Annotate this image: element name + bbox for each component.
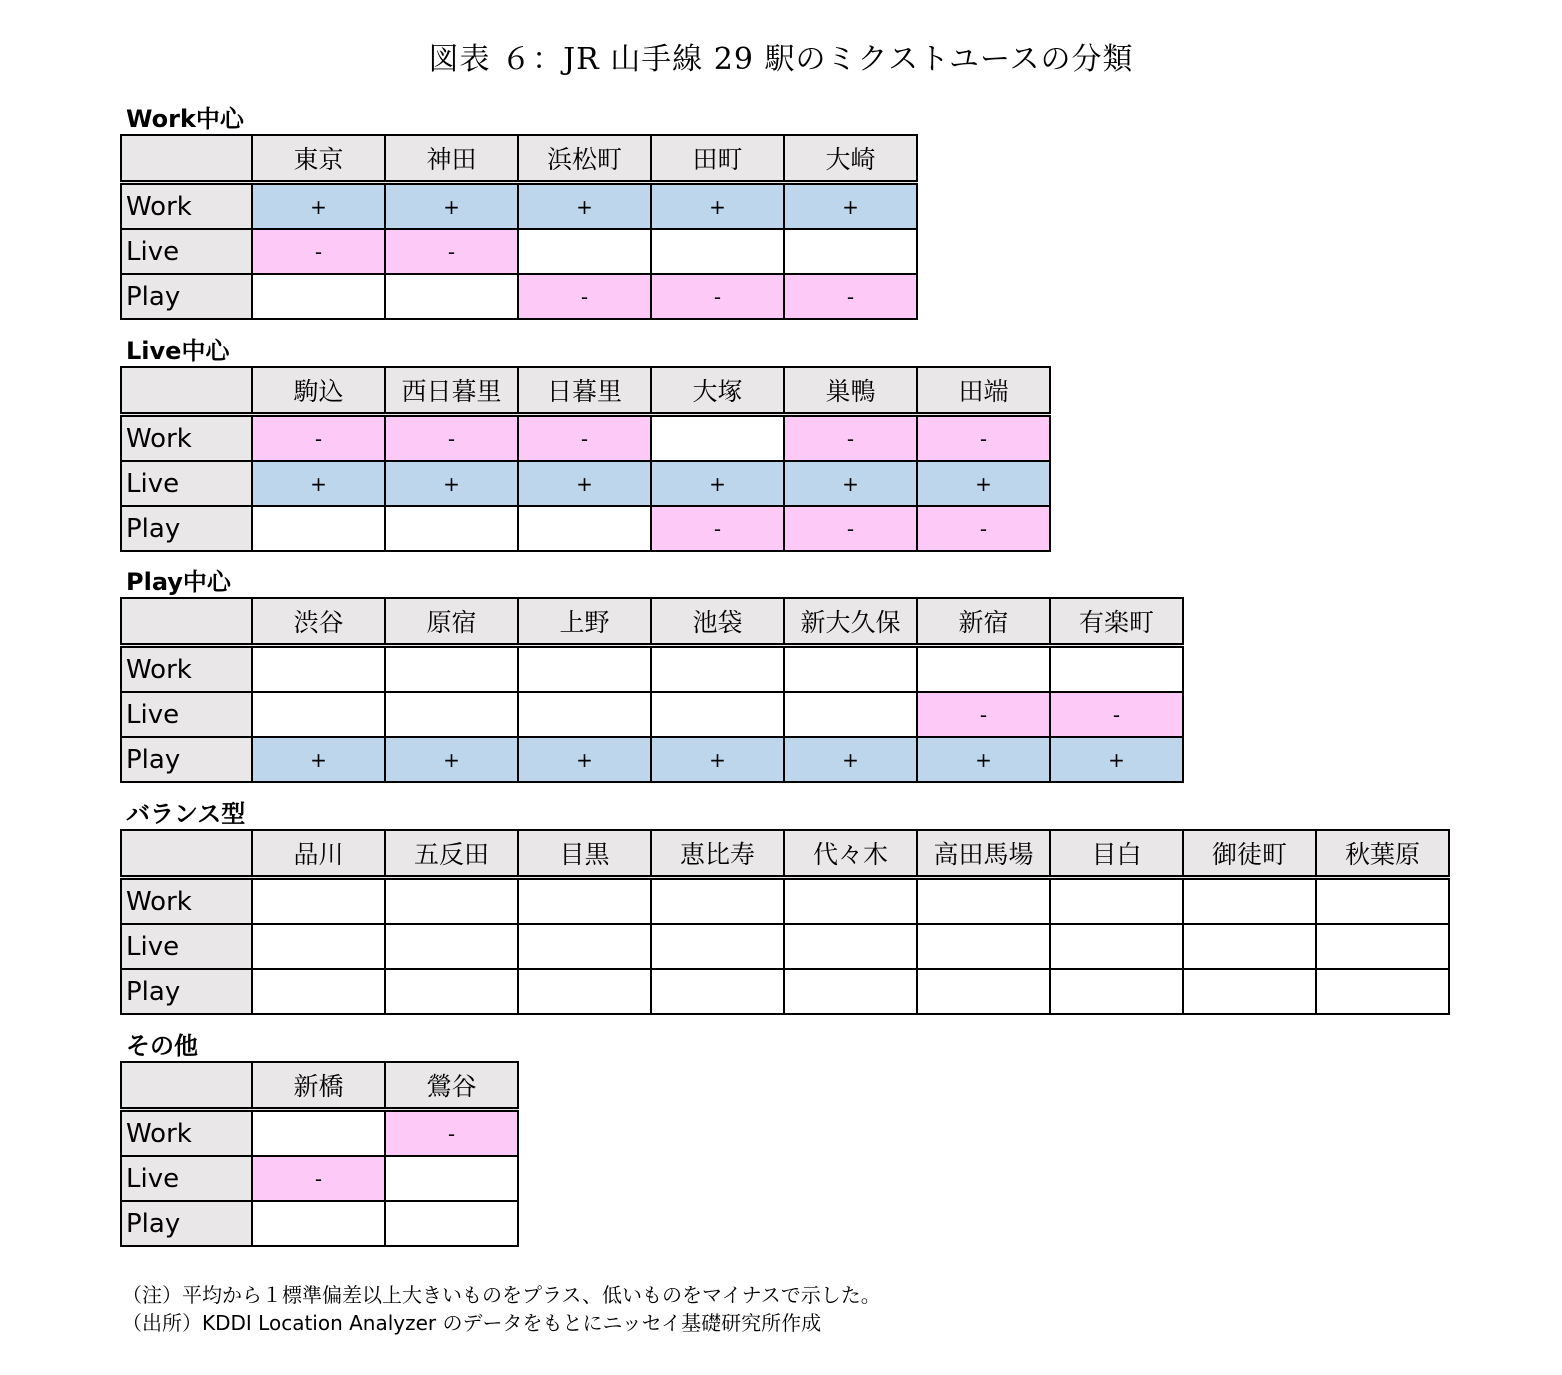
section-3 [120, 799, 1450, 1015]
station-header: 田町 [651, 135, 784, 183]
plus-cell: + [917, 737, 1050, 782]
empty-cell [917, 878, 1050, 925]
minus-cell: - [917, 415, 1050, 462]
note-text: （注）平均から１標準偏差以上大きいものをプラス、低いものをマイナスで示した。 [122, 1283, 881, 1307]
empty-cell [784, 878, 917, 925]
empty-cell [252, 692, 385, 737]
section-1 [120, 336, 1051, 552]
empty-cell [252, 506, 385, 551]
minus-cell: - [385, 229, 518, 274]
plus-cell: + [784, 461, 917, 506]
row-label: Play [121, 274, 252, 319]
station-header: 大塚 [651, 367, 784, 415]
row-label: Play [121, 737, 252, 782]
station-header: 西日暮里 [385, 367, 518, 415]
empty-cell [651, 878, 784, 925]
empty-cell [651, 692, 784, 737]
station-header: 秋葉原 [1316, 830, 1449, 878]
station-header: 駒込 [252, 367, 385, 415]
header-row [121, 135, 917, 183]
section-label: Live中心 [126, 337, 230, 365]
empty-cell [1316, 878, 1449, 925]
table-row [121, 506, 1050, 551]
plus-cell: + [784, 737, 917, 782]
empty-cell [784, 692, 917, 737]
section-0 [120, 104, 918, 320]
plus-cell: + [651, 737, 784, 782]
station-header: 恵比寿 [651, 830, 784, 878]
empty-cell [385, 646, 518, 693]
station-header: 新大久保 [784, 598, 917, 646]
corner-cell [121, 830, 252, 878]
station-header: 渋谷 [252, 598, 385, 646]
section-label: Play中心 [126, 568, 231, 596]
station-header: 五反田 [385, 830, 518, 878]
table-row [121, 737, 1183, 782]
plus-cell: + [651, 461, 784, 506]
station-header: 上野 [518, 598, 651, 646]
station-header: 巣鴨 [784, 367, 917, 415]
minus-cell: - [784, 274, 917, 319]
empty-cell [651, 415, 784, 462]
empty-cell [1050, 646, 1183, 693]
table-row [121, 461, 1050, 506]
plus-cell: + [518, 737, 651, 782]
empty-cell [784, 229, 917, 274]
table-row [121, 415, 1050, 462]
table-row [121, 969, 1449, 1014]
station-header: 浜松町 [518, 135, 651, 183]
corner-cell [121, 135, 252, 183]
station-header: 池袋 [651, 598, 784, 646]
station-header: 代々木 [784, 830, 917, 878]
station-header: 大崎 [784, 135, 917, 183]
plus-cell: + [518, 183, 651, 230]
minus-cell: - [917, 692, 1050, 737]
station-header: 有楽町 [1050, 598, 1183, 646]
station-header: 日暮里 [518, 367, 651, 415]
table-row [121, 924, 1449, 969]
plus-cell: + [1050, 737, 1183, 782]
empty-cell [252, 1110, 385, 1157]
empty-cell [917, 646, 1050, 693]
empty-cell [252, 274, 385, 319]
header-row [121, 598, 1183, 646]
plus-cell: + [252, 461, 385, 506]
empty-cell [651, 924, 784, 969]
empty-cell [651, 229, 784, 274]
empty-cell [385, 1156, 518, 1201]
table-row [121, 274, 917, 319]
row-label: Live [121, 924, 252, 969]
empty-cell [518, 878, 651, 925]
section-label: Work中心 [126, 105, 244, 133]
row-label: Work [121, 1110, 252, 1157]
minus-cell: - [518, 415, 651, 462]
empty-cell [385, 274, 518, 319]
header-row [121, 367, 1050, 415]
minus-cell: - [651, 506, 784, 551]
corner-cell [121, 367, 252, 415]
empty-cell [518, 924, 651, 969]
table-row [121, 1201, 518, 1246]
station-header: 御徒町 [1183, 830, 1316, 878]
row-label: Live [121, 692, 252, 737]
source-text: （出所）KDDI Location Analyzer のデータをもとにニッセイ基礎研究所作成 [122, 1311, 822, 1335]
empty-cell [252, 969, 385, 1014]
row-label: Play [121, 506, 252, 551]
empty-cell [385, 1201, 518, 1246]
station-header: 高田馬場 [917, 830, 1050, 878]
section-label: バランス型 [126, 800, 246, 828]
row-label: Work [121, 646, 252, 693]
empty-cell [917, 969, 1050, 1014]
row-label: Live [121, 461, 252, 506]
empty-cell [518, 229, 651, 274]
empty-cell [385, 506, 518, 551]
row-label: Live [121, 1156, 252, 1201]
empty-cell [385, 969, 518, 1014]
empty-cell [1050, 924, 1183, 969]
station-table [120, 1061, 519, 1247]
empty-cell [252, 924, 385, 969]
minus-cell: - [252, 415, 385, 462]
section-label: その他 [126, 1032, 198, 1060]
empty-cell [784, 969, 917, 1014]
minus-cell: - [252, 1156, 385, 1201]
minus-cell: - [651, 274, 784, 319]
empty-cell [784, 646, 917, 693]
plus-cell: + [385, 183, 518, 230]
minus-cell: - [252, 229, 385, 274]
plus-cell: + [651, 183, 784, 230]
header-row [121, 830, 1449, 878]
station-table [120, 829, 1450, 1015]
station-header: 神田 [385, 135, 518, 183]
empty-cell [385, 692, 518, 737]
table-row [121, 183, 917, 230]
station-table [120, 597, 1184, 783]
minus-cell: - [385, 415, 518, 462]
empty-cell [1316, 924, 1449, 969]
empty-cell [518, 969, 651, 1014]
corner-cell [121, 1062, 252, 1110]
empty-cell [651, 646, 784, 693]
minus-cell: - [1050, 692, 1183, 737]
empty-cell [1183, 924, 1316, 969]
table-row [121, 646, 1183, 693]
plus-cell: + [784, 183, 917, 230]
empty-cell [1183, 969, 1316, 1014]
station-header: 新宿 [917, 598, 1050, 646]
empty-cell [917, 924, 1050, 969]
row-label: Work [121, 183, 252, 230]
plus-cell: + [917, 461, 1050, 506]
section-2 [120, 567, 1184, 783]
empty-cell [252, 646, 385, 693]
table-row [121, 1110, 518, 1157]
station-header: 目黒 [518, 830, 651, 878]
page-title: 図表 ６：JR 山手線 29 駅のミクストユースの分類 [428, 42, 1134, 77]
table-row [121, 878, 1449, 925]
empty-cell [385, 878, 518, 925]
table-row [121, 692, 1183, 737]
empty-cell [651, 969, 784, 1014]
station-header: 田端 [917, 367, 1050, 415]
station-header: 新橋 [252, 1062, 385, 1110]
empty-cell [784, 924, 917, 969]
plus-cell: + [518, 461, 651, 506]
table-row [121, 1156, 518, 1201]
station-table [120, 366, 1051, 552]
row-label: Work [121, 415, 252, 462]
plus-cell: + [385, 737, 518, 782]
minus-cell: - [784, 415, 917, 462]
header-row [121, 1062, 518, 1110]
station-header: 原宿 [385, 598, 518, 646]
empty-cell [518, 506, 651, 551]
station-header: 東京 [252, 135, 385, 183]
section-4 [120, 1031, 519, 1247]
minus-cell: - [784, 506, 917, 551]
empty-cell [1050, 878, 1183, 925]
minus-cell: - [518, 274, 651, 319]
empty-cell [1183, 878, 1316, 925]
minus-cell: - [917, 506, 1050, 551]
empty-cell [1316, 969, 1449, 1014]
row-label: Work [121, 878, 252, 925]
corner-cell [121, 598, 252, 646]
station-header: 品川 [252, 830, 385, 878]
empty-cell [518, 646, 651, 693]
station-header: 鶯谷 [385, 1062, 518, 1110]
empty-cell [518, 692, 651, 737]
empty-cell [252, 878, 385, 925]
row-label: Play [121, 1201, 252, 1246]
row-label: Play [121, 969, 252, 1014]
minus-cell: - [385, 1110, 518, 1157]
plus-cell: + [252, 183, 385, 230]
table-row [121, 229, 917, 274]
footnotes [122, 1281, 881, 1337]
plus-cell: + [385, 461, 518, 506]
station-table [120, 134, 918, 320]
empty-cell [385, 924, 518, 969]
row-label: Live [121, 229, 252, 274]
empty-cell [252, 1201, 385, 1246]
plus-cell: + [252, 737, 385, 782]
empty-cell [1050, 969, 1183, 1014]
station-header: 目白 [1050, 830, 1183, 878]
